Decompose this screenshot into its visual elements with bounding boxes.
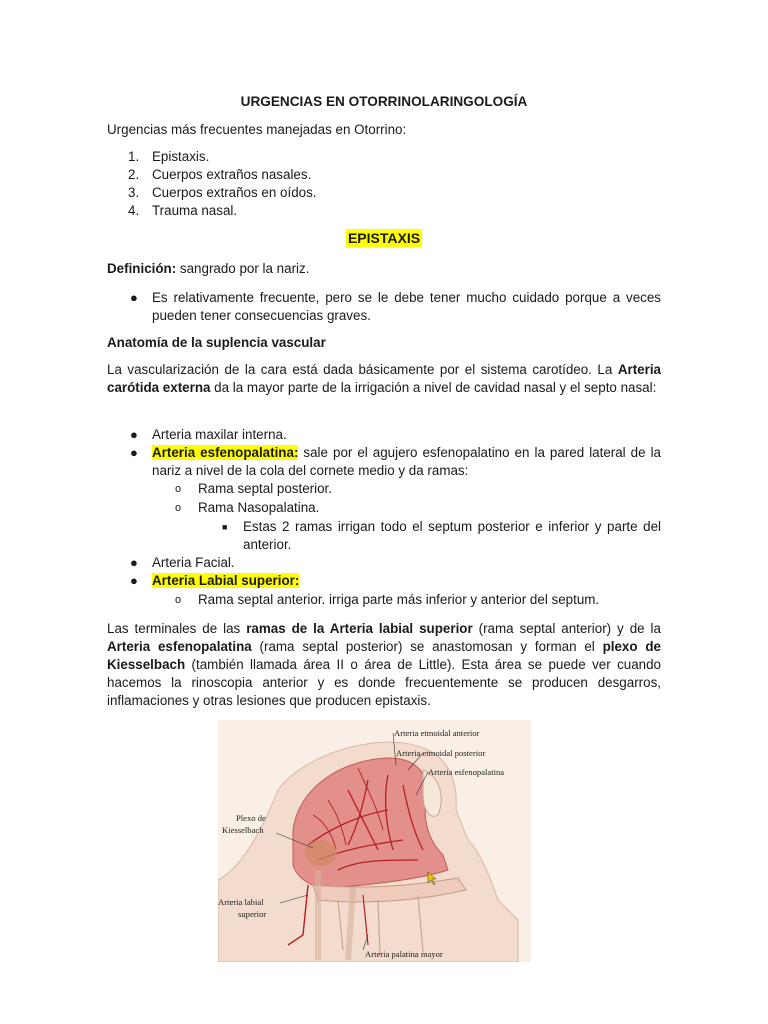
list-item xyxy=(107,166,661,184)
list-number: 2. xyxy=(128,167,140,182)
sub-bullet-text: Rama Nasopalatina. xyxy=(198,500,320,515)
bullet-icon: ● xyxy=(130,427,138,442)
kiessel-bold-2: Arteria esfenopalatina xyxy=(107,639,252,654)
label-plexo-line1: Plexo de xyxy=(236,813,266,823)
label-labial-line1: Arteria labial xyxy=(218,897,264,907)
label-palatina-mayor: Arteria palatina mayor xyxy=(365,949,443,959)
list-text: Epistaxis. xyxy=(152,149,210,164)
circle-bullet-icon: o xyxy=(175,502,182,514)
bullet-icon: ● xyxy=(130,290,138,305)
section-heading-wrapper xyxy=(107,229,661,248)
vascularizacion-paragraph xyxy=(107,361,661,397)
bullet-text xyxy=(152,444,661,480)
labial-superior-label: Arteria Labial superior: xyxy=(152,573,300,588)
label-etmoidal-anterior: Arteria etmoidal anterior xyxy=(394,728,480,738)
label-labial-line2: superior xyxy=(238,909,267,919)
list-text: Trauma nasal. xyxy=(152,203,238,218)
definicion-label: Definición: xyxy=(107,261,177,276)
vasc-text-2: da la mayor parte de la irrigación a nivel de cavidad nasal y el septo nasal: xyxy=(210,380,657,395)
list-item xyxy=(107,184,661,202)
bullet-icon: ● xyxy=(130,445,138,460)
vasc-text-1: La vascularización de la cara está dada básicamente por el sistema carotídeo. La xyxy=(107,362,618,377)
bullet-text: Arteria Facial. xyxy=(152,555,235,570)
circle-bullet-icon: o xyxy=(175,594,182,606)
list-item xyxy=(107,202,661,220)
square-bullet-icon: ■ xyxy=(222,522,228,532)
urgencias-list xyxy=(107,148,661,220)
definicion-paragraph xyxy=(107,260,661,278)
list-text: Cuerpos extraños en oídos. xyxy=(152,185,317,200)
sub-sub-bullet-text: Estas 2 ramas irrigan todo el septum posterior e inferior y parte del anterior. xyxy=(243,519,661,552)
section-heading-epistaxis: EPISTAXIS xyxy=(347,230,421,246)
circle-bullet-icon: o xyxy=(175,483,182,495)
sub-bullet-text: Rama septal posterior. xyxy=(198,481,332,496)
sub-bullet-text: Rama septal anterior. irriga parte más inferior y anterior del septum. xyxy=(198,592,600,607)
kiessel-text-2: (rama septal anterior) y de la xyxy=(472,621,661,636)
esfenopalatina-text: sale por el agujero esfenopalatino en la pared lateral de la nariz a nivel de la cola del cornete medio y da ramas: xyxy=(152,445,661,478)
document-title: URGENCIAS EN OTORRINOLARINGOLOGÍA xyxy=(240,94,528,109)
kiessel-bold-3: plexo de Kiesselbach xyxy=(107,639,661,672)
label-etmoidal-posterior: Arteria etmoidal posterior xyxy=(396,748,486,758)
kiessel-bold-1: ramas de la Arteria labial superior xyxy=(246,621,473,636)
kiessel-text-3: (rama septal posterior) se anastomosan y forman el xyxy=(251,639,603,654)
vasc-bold: Arteria carótida externa xyxy=(107,362,661,395)
bullet-text xyxy=(152,572,661,590)
bullet-icon: ● xyxy=(130,573,138,588)
esfenopalatina-label: Arteria esfenopalatina: xyxy=(152,445,299,460)
intro-paragraph: Urgencias más frecuentes manejadas en Otorrino: xyxy=(107,122,407,137)
list-number: 1. xyxy=(128,149,140,164)
bullet-text: Arteria maxilar interna. xyxy=(152,427,287,442)
bullet-icon: ● xyxy=(130,555,138,570)
list-item xyxy=(107,148,661,166)
label-plexo-line2: Kiesselbach xyxy=(222,825,264,835)
label-esfenopalatina: Arteria esfenopalatina xyxy=(428,767,505,777)
list-number: 3. xyxy=(128,185,140,200)
definicion-text: sangrado por la nariz. xyxy=(176,261,310,276)
anatomia-heading: Anatomía de la suplencia vascular xyxy=(107,335,326,350)
kiessel-text-1: Las terminales de las xyxy=(107,621,247,636)
kiesselbach-paragraph xyxy=(107,620,661,710)
kiessel-text-4: (también llamada área II o área de Little). Esta área se puede ver cuando hacemos la rinoscopia anterior y es donde frecuentemente se producen desgarros, inflamaciones y otras lesiones que producen epistaxis. xyxy=(107,657,661,708)
list-text: Cuerpos extraños nasales. xyxy=(152,167,312,182)
list-number: 4. xyxy=(128,203,140,218)
nasal-vascular-figure xyxy=(218,720,531,962)
nasal-anatomy-illustration xyxy=(218,720,531,962)
bullet-text: Es relativamente frecuente, pero se le debe tener mucho cuidado porque a veces pueden tener consecuencias graves. xyxy=(152,290,661,323)
